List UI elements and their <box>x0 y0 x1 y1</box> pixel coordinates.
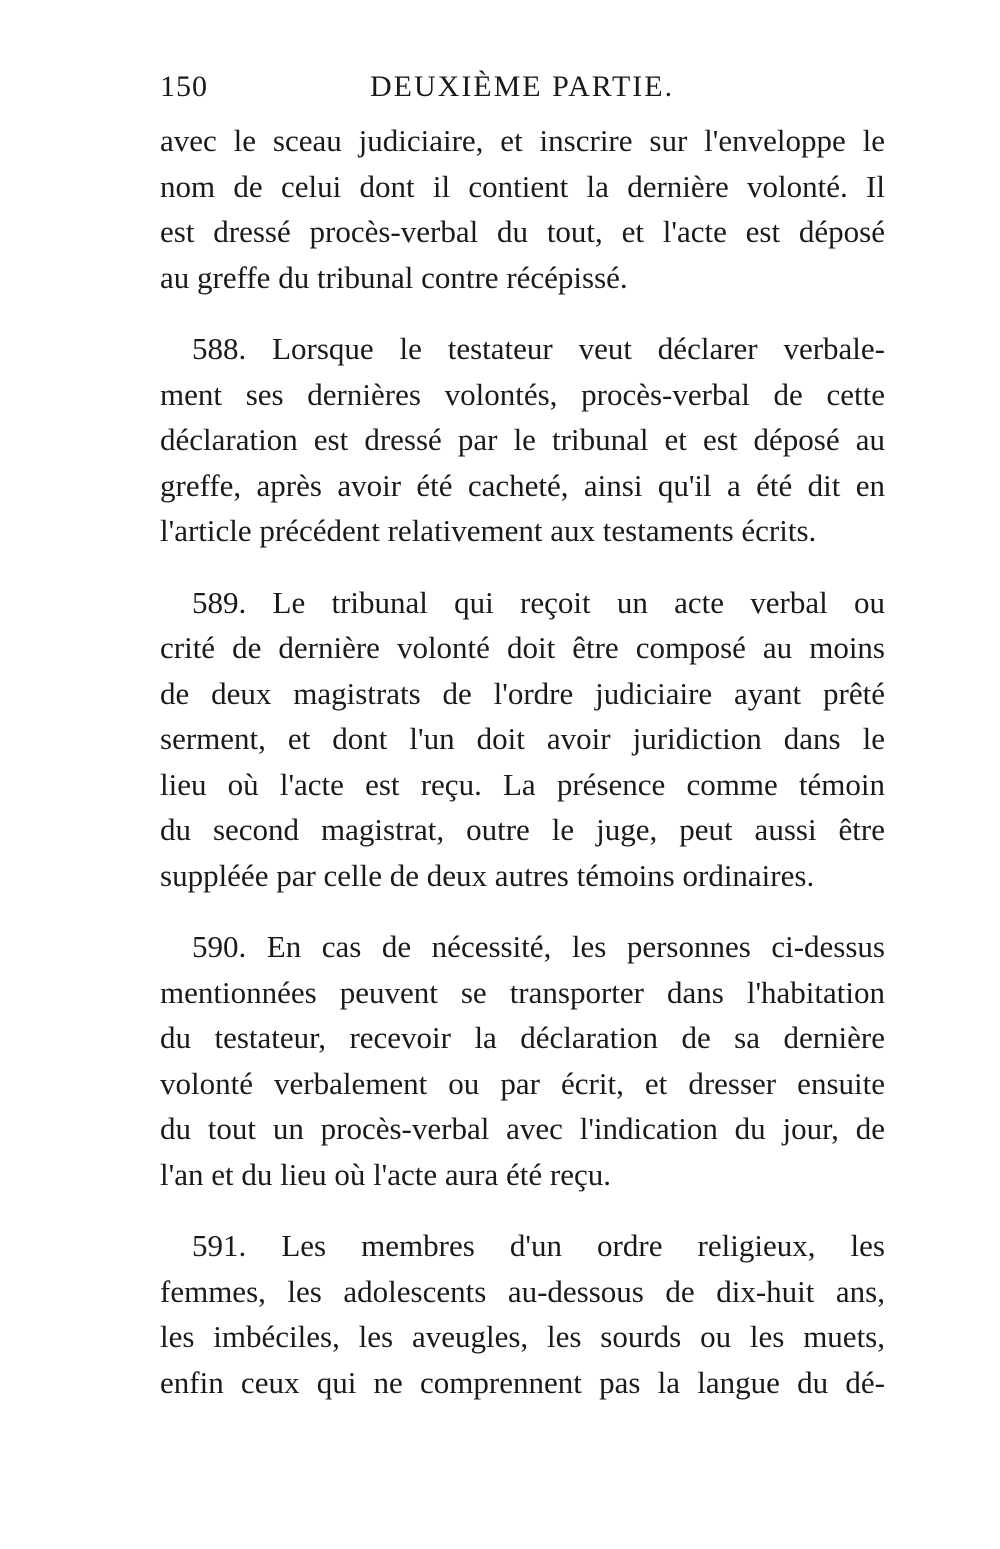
page-body <box>160 118 885 1405</box>
text-line: l'an et du lieu où l'acte aura été reçu. <box>160 1156 611 1192</box>
text-line: femmes, les adolescents au-dessous de dix-huit ans, <box>160 1273 885 1309</box>
text-line: nom de celui dont il contient la dernière volonté. Il <box>160 168 885 204</box>
text-line: déclaration est dressé par le tribunal et est déposé au <box>160 422 885 457</box>
running-head: DEUXIÈME PARTIE. <box>370 70 675 103</box>
text-line: crité de dernière volonté doit être composé au moins <box>160 630 885 665</box>
paragraph-gap <box>160 300 885 326</box>
text-line: l'article précédent relativement aux testaments écrits. <box>160 513 817 548</box>
paragraph-gap <box>160 1197 885 1223</box>
text-line: ment ses dernières volontés, procès-verbal de cette <box>160 376 885 412</box>
paragraph-continuation <box>160 118 885 300</box>
text-line: de deux magistrats de l'ordre judiciaire ayant prêté <box>160 675 885 711</box>
paragraph-gap <box>160 554 885 580</box>
article-591 <box>160 1223 885 1405</box>
text-line: du tout un procès-verbal avec l'indication du jour, de <box>160 1111 885 1146</box>
article-590 <box>160 924 885 1197</box>
page-header <box>160 70 885 114</box>
text-line: du second magistrat, outre le juge, peut aussi être <box>160 812 885 847</box>
text-line: 590. En cas de nécessité, les personnes ci-dessus <box>192 929 885 964</box>
article-589 <box>160 580 885 899</box>
text-line: est dressé procès-verbal du tout, et l'acte est déposé <box>160 214 885 249</box>
text-line: 589. Le tribunal qui reçoit un acte verbal ou <box>192 584 885 620</box>
text-line: au greffe du tribunal contre récépissé. <box>160 259 628 295</box>
text-line: enfin ceux qui ne comprennent pas la langue du dé- <box>160 1364 885 1400</box>
text-line: 588. Lorsque le testateur veut déclarer verbale- <box>192 331 885 366</box>
text-line: les imbéciles, les aveugles, les sourds ou les muets, <box>160 1319 885 1354</box>
text-line: greffe, après avoir été cacheté, ainsi qu'il a été dit en <box>160 467 885 503</box>
text-line: suppléée par celle de deux autres témoins ordinaires. <box>160 857 815 893</box>
text-line: mentionnées peuvent se transporter dans l'habitation <box>160 974 885 1010</box>
text-line: du testateur, recevoir la déclaration de sa dernière <box>160 1020 885 1055</box>
text-line: 591. Les membres d'un ordre religieux, les <box>192 1228 885 1263</box>
text-line: volonté verbalement ou par écrit, et dresser ensuite <box>160 1065 885 1101</box>
text-line: lieu où l'acte est reçu. La présence comme témoin <box>160 766 885 802</box>
text-line: avec le sceau judiciaire, et inscrire sur l'enveloppe le <box>160 123 885 158</box>
text-line: serment, et dont l'un doit avoir juridiction dans le <box>160 721 885 756</box>
paragraph-gap <box>160 898 885 924</box>
page-number: 150 <box>160 70 208 103</box>
article-588 <box>160 326 885 554</box>
